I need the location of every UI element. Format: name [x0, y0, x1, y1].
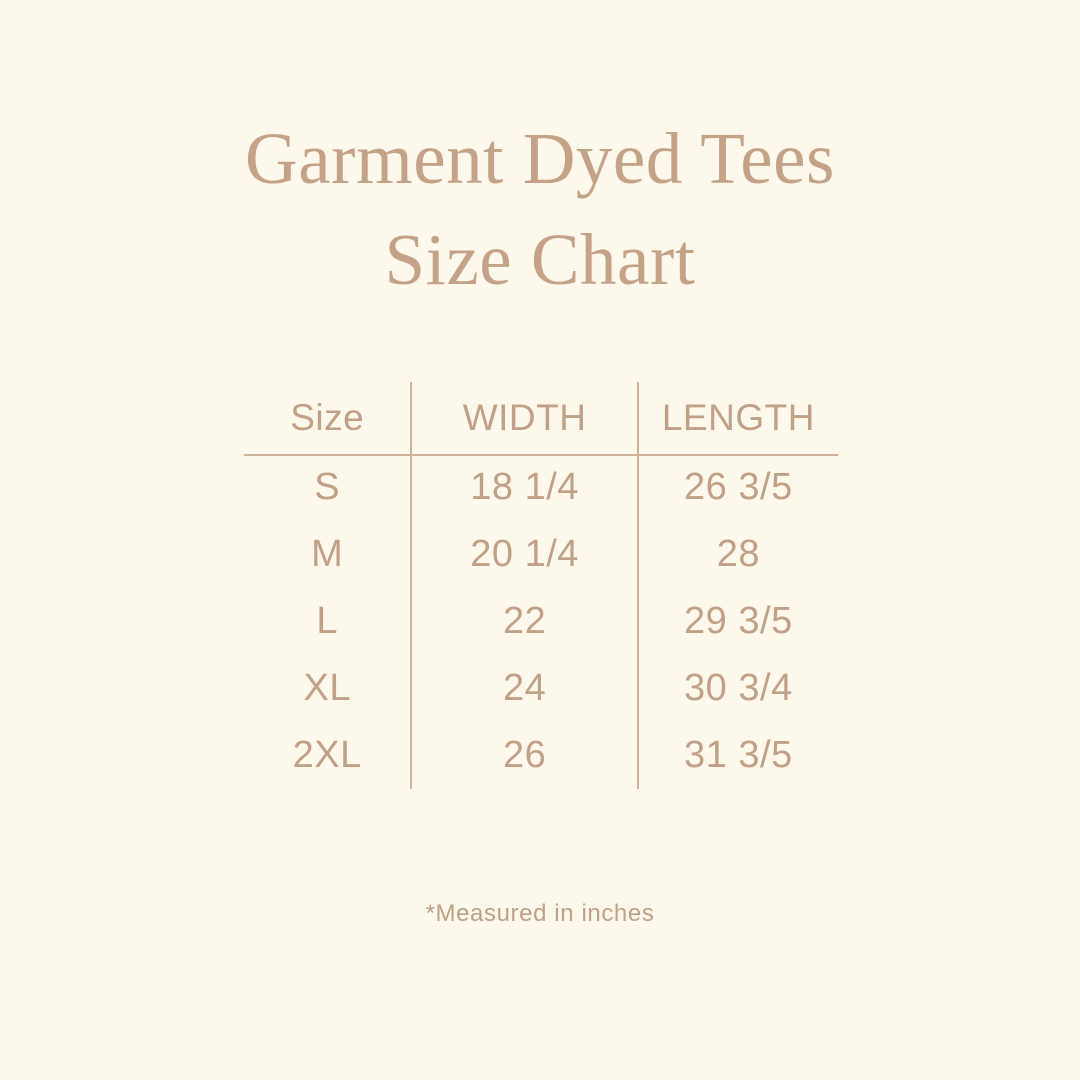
cell-width: 26	[411, 722, 637, 789]
cell-length: 28	[716, 533, 761, 575]
size-table-container	[244, 382, 838, 789]
column-header-size: Size	[290, 397, 365, 438]
cell-size: XL	[303, 667, 351, 709]
measurement-note: *Measured in inches	[425, 900, 655, 927]
column-header-width: WIDTH	[411, 382, 637, 454]
cell-length: 29 3/5	[684, 600, 793, 642]
header-divider	[244, 454, 838, 456]
cell-length: 30 3/4	[684, 667, 793, 709]
size-table	[244, 382, 838, 789]
table-row	[244, 454, 838, 521]
cell-size: M	[311, 533, 344, 575]
table-header-row	[244, 382, 838, 454]
cell-size: S	[314, 466, 341, 508]
cell-width: 22	[411, 588, 637, 655]
cell-width: 24	[411, 655, 637, 722]
column-header-length: LENGTH	[661, 397, 815, 438]
title-line-2: Size Chart	[384, 219, 696, 300]
cell-width: 20 1/4	[411, 521, 637, 588]
table-row	[244, 588, 838, 655]
page-title	[0, 108, 1080, 310]
cell-size: L	[316, 600, 339, 642]
table-row	[244, 521, 838, 588]
cell-length: 26 3/5	[684, 466, 793, 508]
table-row	[244, 655, 838, 722]
cell-width: 18 1/4	[411, 454, 637, 521]
title-line-1: Garment Dyed Tees	[245, 118, 835, 199]
cell-length: 31 3/5	[684, 734, 793, 776]
table-row	[244, 722, 838, 789]
cell-size: 2XL	[292, 734, 362, 776]
